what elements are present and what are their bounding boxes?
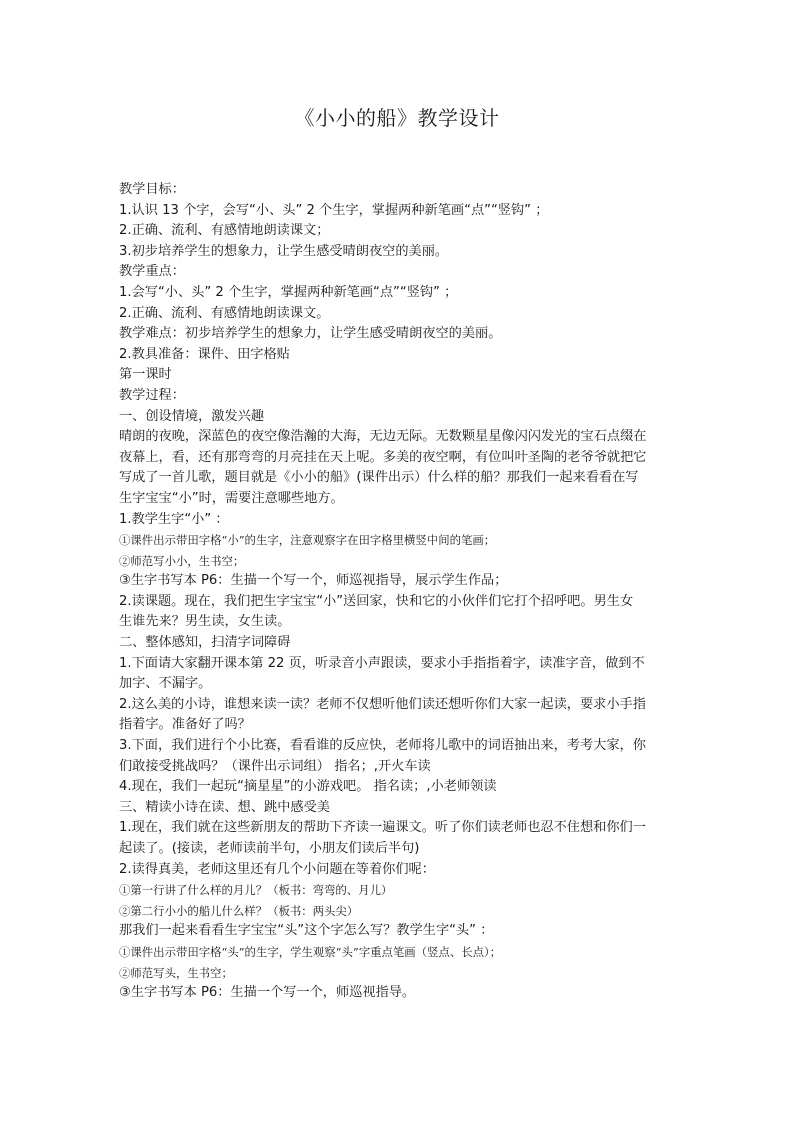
body-line: ①课件出示带田字格“小”的生字，注意观察字在田字格里横竖中间的笔画； (119, 533, 496, 548)
body-line: ②师范写头，生书空； (119, 965, 233, 980)
body-line: 3.初步培养学生的想象力，让学生感受晴朗夜空的美丽。 (119, 243, 449, 259)
body-line: 教学目标： (119, 182, 185, 197)
body-line: 二、整体感知，扫清字词障碍 (119, 635, 291, 651)
body-line: 1.认识 13 个字，会写“小、头” 2 个生字，掌握两种新笔画“点”“竖钩” ； (119, 202, 549, 218)
document-title: 《小小的船》教学设计 (294, 106, 500, 130)
body-line: 2.教具准备：课件、田字格贴 (119, 346, 290, 362)
body-line: 2.正确、流利、有感情地朗读课文； (119, 223, 330, 239)
body-line: 写成了一首儿歌，题目就是《小小的船》(课件出示）什么样的船？那我们一起来看看在写 (119, 470, 639, 486)
body-line: 2.这么美的小诗，谁想来读一读？老师不仅想听他们读还想听你们大家一起读，要求小手指 (119, 696, 646, 712)
document-body (119, 180, 679, 1004)
body-line: 1.会写“小、头” 2 个生字，掌握两种新笔画“点”“竖钩” ； (119, 284, 458, 300)
body-line: 教学过程： (119, 387, 185, 403)
body-line: 那我们一起来看看生字宝宝“头”这个字怎么写？教学生字“头” ： (119, 923, 494, 939)
body-line: 起读了。(接读，老师读前半句，小朋友们读后半句) (119, 841, 420, 856)
body-line: ①第一行讲了什么样的月儿？（板书：弯弯的、月儿） (119, 883, 393, 898)
body-line: 1.下面请大家翻开课本第 22 页，听录音小声跟读，要求小手指指着字，读准字音，做到不 (119, 655, 645, 671)
body-line: 们敢接受挑战吗？（课件出示词组） 指名；,开火车读 (119, 758, 431, 774)
body-line: 晴朗的夜晚，深蓝色的夜空像浩瀚的大海，无边无际。无数颗星星像闪闪发光的宝石点缀在 (119, 429, 647, 445)
body-line: 1.现在，我们就在这些新朋友的帮助下齐读一遍课文。听了你们读老师也忍不住想和你们一 (119, 820, 646, 836)
body-line: 指着字。准备好了吗？ (119, 717, 251, 733)
body-line: 夜幕上，看，还有那弯弯的月亮挂在天上呢。多美的夜空啊，有位叫叶圣陶的老爷爷就把它 (119, 449, 647, 465)
body-line: 3.下面，我们进行个小比赛，看看谁的反应快，老师将儿歌中的词语抽出来，考考大家，你 (119, 738, 646, 754)
body-line: 2.读得真美，老师这里还有几个小问题在等着你们呢： (119, 861, 435, 877)
body-line: ③生字书写本 P6：生描一个写一个，师巡视指导。 (119, 985, 416, 1001)
body-line: 2.正确、流利、有感情地朗读课文。 (119, 305, 330, 321)
body-line: 1.教学生字“小” ： (119, 511, 229, 527)
body-line: ②师范写小小，生书空； (119, 553, 245, 568)
body-line: ③生字书写本 P6：生描一个写一个，师巡视指导，展示学生作品； (119, 573, 508, 589)
body-line: 加字、不漏字。 (119, 676, 212, 692)
body-line: 教学重点： (119, 264, 185, 280)
body-line: 4.现在，我们一起玩“摘星星”的小游戏吧。 指名读；,小老师领读 (119, 779, 497, 795)
body-line: ①课件出示带田字格“头”的生字，学生观察“头”字重点笔画（竖点、长点）； (119, 944, 502, 959)
body-line: 教学难点：初步培养学生的想象力，让学生感受晴朗夜空的美丽。 (119, 326, 502, 342)
body-line: 生字宝宝“小”时，需要注意哪些地方。 (119, 490, 344, 506)
body-line: ②第二行小小的船儿什么样？（板书：两头尖） (119, 903, 359, 918)
body-line: 第一课时 (119, 367, 172, 383)
body-line: 2.读课题。现在，我们把生字宝宝“小”送回家，快和它的小伙伴们它打个招呼吧。男生女 (119, 593, 634, 609)
body-line: 生谁先来？男生读，女生读。 (119, 614, 291, 630)
body-line: 一、创设情境，激发兴趣 (119, 408, 265, 424)
body-line: 三、精读小诗在读、想、跳中感受美 (119, 799, 330, 815)
